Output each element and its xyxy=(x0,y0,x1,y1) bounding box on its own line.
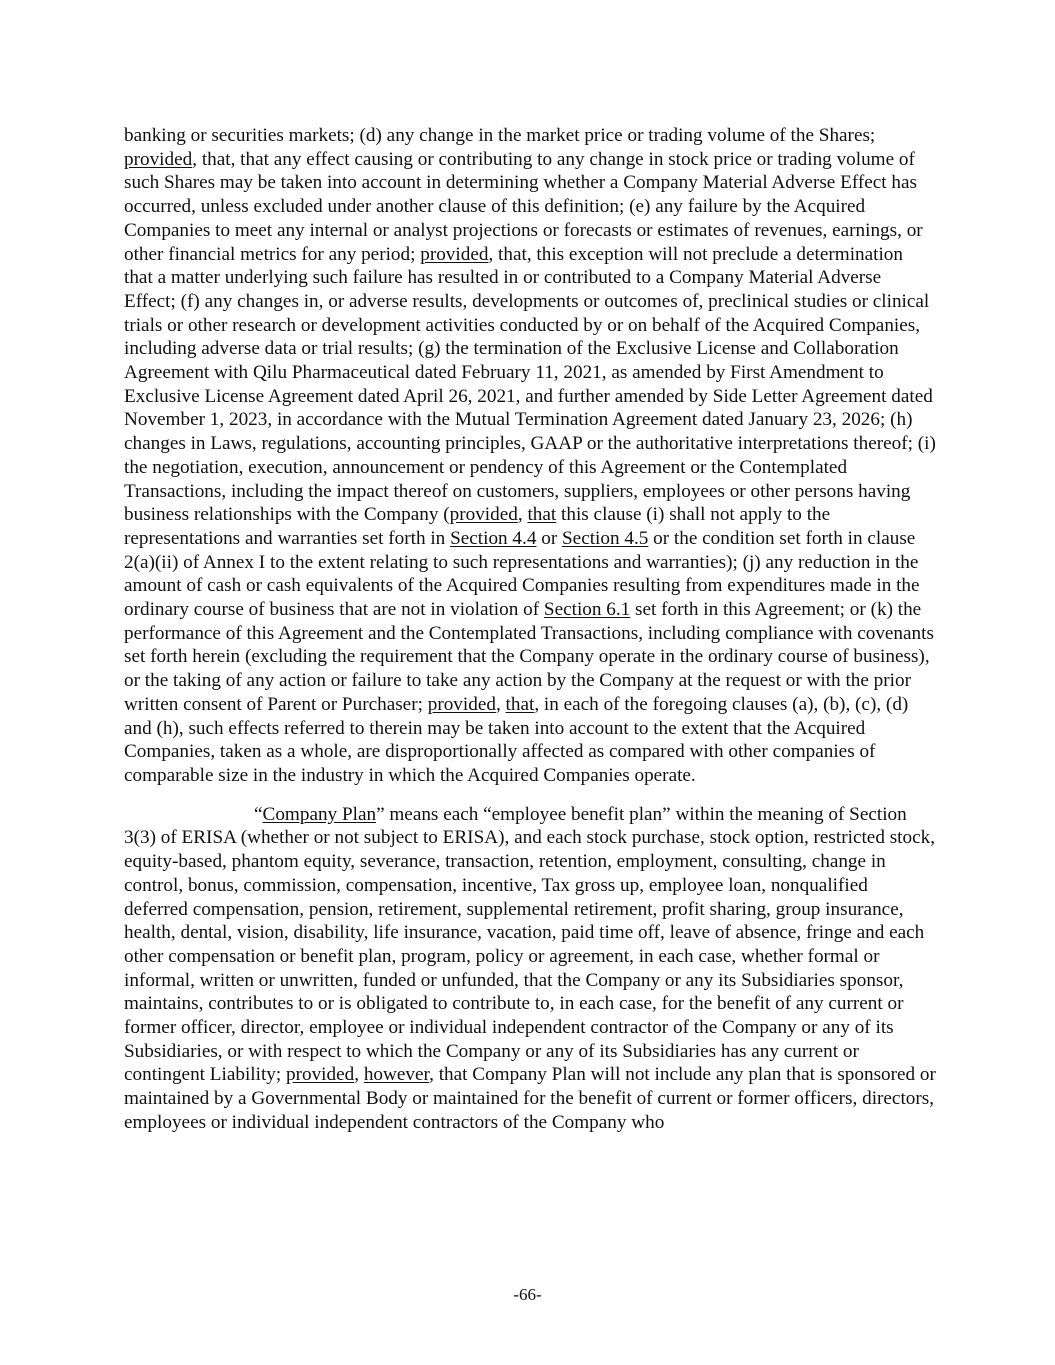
text-run: banking or securities markets; (d) any change in the market price or trading volume of the Shares; xyxy=(124,125,876,146)
text-run: ” means each “employee benefit plan” within the meaning of Section 3(3) of ERISA (whether or not subject to ERISA), and each stock purchase, stock option, restricted stock, equity-based, phantom equity, severance, transaction, retention, employment, consulting, change in control, bonus, commission, compensation, incentive, Tax gross up, employee loan, nonqualified deferred compensation, pension, retirement, supplemental retirement, profit sharing, group insurance, health, dental, vision, disability, life insurance, vacation, paid time off, leave of absence, fringe and each other compensation or benefit plan, program, policy or agreement, in each case, whether formal or informal, written or unwritten, funded or unfunded, that the Company or any its Subsidiaries sponsor, maintains, contributes to or is obligated to contribute to, in each case, for the benefit of any current or former officer, director, employee or individual independent contractor of the Company or any of its Subsidiaries, or with respect to which the Company or any of its Subsidiaries has any current or contingent Liability; xyxy=(124,803,936,1086)
underlined-term: Company Plan xyxy=(262,803,377,825)
underlined-term: provided xyxy=(427,693,496,715)
text-run: , that, that any effect causing or contributing to any change in stock price or trading volume of such Shares may be taken into account in determining whether a Company Material Adverse Effect has occurred, unless excluded under another clause of this definition; (e) any failure by the Acquired Companies to meet any internal or analyst projections or forecasts or estimates of revenues, earnings, or other financial metrics for any period; xyxy=(124,148,923,265)
text-run: set forth in this Agreement; or (k) the performance of this Agreement and the Contemplated Transactions, including compliance with covenants set forth herein (excluding the requirement that the Company operate in the ordinary course of business), or the taking of any action or failure to take any action by the Company at the request or with the prior written consent of Parent or Purchaser; xyxy=(124,599,934,715)
underlined-term: that xyxy=(505,693,535,715)
underlined-term: provided xyxy=(286,1064,355,1086)
underlined-term: Section 4.4 xyxy=(450,527,537,549)
underlined-term: provided xyxy=(449,504,518,526)
document-page xyxy=(124,124,936,1135)
text-run: , in each of the foregoing clauses (a), (b), (c), (d) and (h), such effects referred to therein may be taken into account to the extent that the Acquired Companies, taken as a whole, are disproportionally affected as compared with other companies of comparable size in the industry in which the Acquired Companies operate. xyxy=(124,693,909,786)
underlined-term: that xyxy=(527,504,557,526)
text-run: , that, this exception will not preclude a determination that a matter underlying such failure has resulted in or contributed to a Company Material Adverse Effect; (f) any changes in, or adverse results, developments or outcomes of, preclinical studies or clinical trials or other research or development activities conducted by or on behalf of the Acquired Companies, including adverse data or trial results; (g) the termination of the Exclusive License and Collaboration Agreement with Qilu Pharmaceutical dated February 11, 2021, as amended by First Amendment to Exclusive License Agreement dated April 26, 2021, and further amended by Side Letter Agreement dated November 1, 2023, in accordance with the Mutual Termination Agreement dated January 23, 2026; (h) changes in Laws, regulations, accounting principles, GAAP or the authoritative interpretations thereof; (i) the negotiation, execution, announcement or pendency of this Agreement or the Contemplated Transactions, including the impact thereof on customers, suppliers, employees or other persons having business relationships with the Company ( xyxy=(124,243,936,526)
underlined-term: Section 4.5 xyxy=(562,527,649,549)
text-run: , xyxy=(495,693,506,715)
text-run: , xyxy=(517,504,528,526)
text-run: or xyxy=(536,527,562,549)
text-run: , that Company Plan will not include any plan that is sponsored or maintained by a Governmental Body or maintained for the benefit of current or former officers, directors, employees or individual independent contractors of the Company who xyxy=(124,1064,936,1133)
text-run: or the condition set forth in clause 2(a)(ii) of Annex I to the extent relating to such representations and warranties); (j) any reduction in the amount of cash or cash equivalents of the Acquired Companies resulting from expenditures made in the ordinary course of business that are not in violation of xyxy=(124,527,920,621)
underlined-term: provided xyxy=(124,148,193,170)
paragraph-material-adverse-effect-continued xyxy=(124,124,936,788)
underlined-term: Section 6.1 xyxy=(543,599,631,621)
underlined-term: however xyxy=(363,1064,430,1086)
text-run: this clause (i) shall not apply to the representations and warranties set forth in xyxy=(124,504,831,549)
text-run: , xyxy=(354,1064,364,1086)
page-number: -66- xyxy=(513,1285,542,1304)
text-run: “ xyxy=(254,803,263,825)
underlined-term: provided xyxy=(420,243,489,265)
paragraph-company-plan-definition xyxy=(124,803,936,1135)
